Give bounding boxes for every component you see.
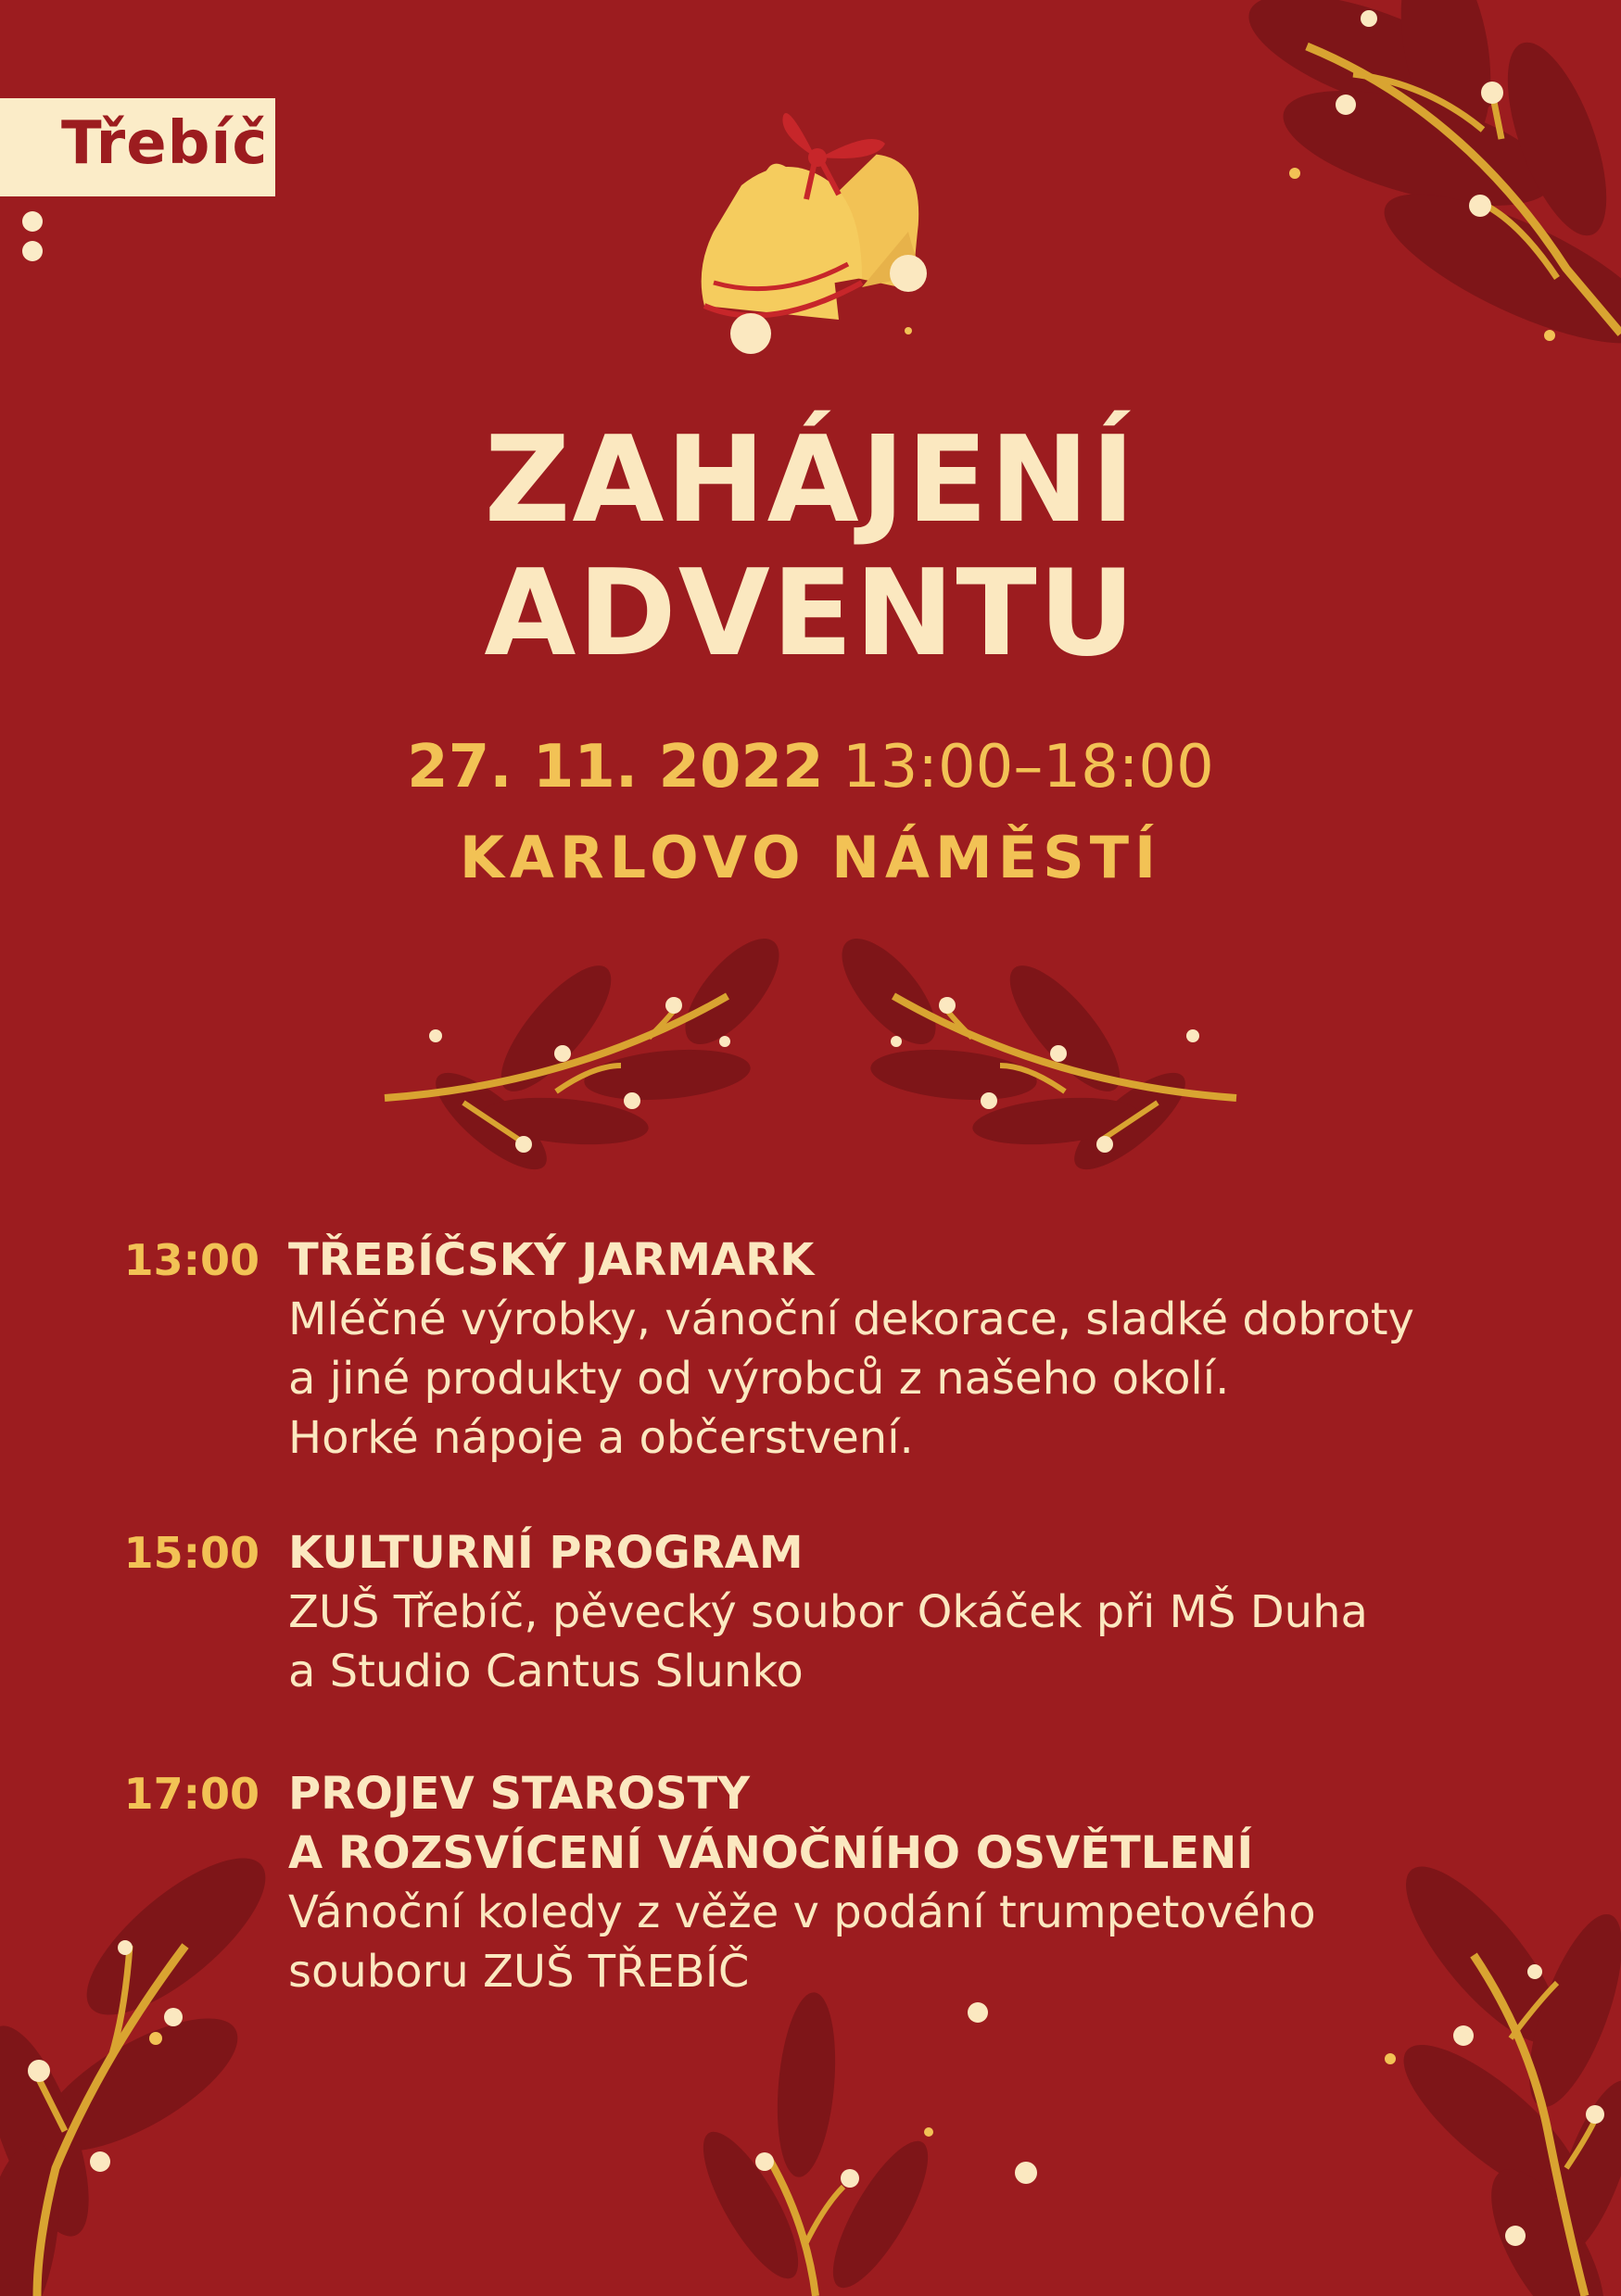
- program-desc-line: Vánoční koledy z věže v podání trumpetového: [288, 1886, 1316, 1938]
- logo-dot: [22, 141, 43, 161]
- title-line-1: ZAHÁJENÍ: [484, 411, 1137, 549]
- date-time-line: [0, 728, 1621, 806]
- event-time: 13:00–18:00: [842, 733, 1214, 801]
- program-heading: PROJEV STAROSTY: [288, 1768, 751, 1820]
- program-time: 15:00: [123, 1528, 260, 1578]
- bottom-left-branch-icon: [0, 1833, 288, 2296]
- program-heading: TŘEBÍČSKÝ JARMARK: [288, 1234, 815, 1286]
- program-time: 17:00: [123, 1769, 260, 1819]
- program-desc-line: a Studio Cantus Slunko: [288, 1646, 804, 1697]
- program-desc-line: ZUŠ Třebíč, pěvecký soubor Okáček při MŠ Duha: [288, 1586, 1368, 1638]
- program-content: [288, 1230, 1586, 1468]
- bottom-center-branch-icon: [687, 1990, 1037, 2296]
- program-heading: A ROZSVÍCENÍ VÁNOČNÍHO OSVĚTLENÍ: [288, 1827, 1254, 1879]
- bells-icon: [702, 113, 940, 354]
- event-date: 27. 11. 2022: [407, 733, 824, 801]
- program-content: [288, 1764, 1586, 2001]
- event-place: KARLOVO NÁMĚSTÍ: [459, 824, 1162, 891]
- program-time: 13:00: [123, 1235, 260, 1285]
- center-right-branch-icon: [826, 924, 1236, 1184]
- center-left-branch-icon: [385, 924, 795, 1184]
- program-desc-line: souboru ZUŠ TŘEBÍČ: [288, 1946, 750, 1998]
- program-desc-line: a jiné produkty od výrobců z našeho okolí.: [288, 1353, 1230, 1405]
- trebic-logo: [0, 98, 275, 196]
- title-line-2: ADVENTU: [484, 545, 1137, 683]
- program-desc-line: Mléčné výrobky, vánoční dekorace, sladké dobroty: [288, 1293, 1414, 1345]
- logo-dot: [22, 211, 43, 232]
- logo-dot: [22, 111, 43, 132]
- program-heading: KULTURNÍ PROGRAM: [288, 1527, 804, 1579]
- logo-dot: [22, 241, 43, 261]
- program-desc-line: Horké nápoje a občerstvení.: [288, 1412, 914, 1464]
- top-right-branch-icon: [1235, 0, 1621, 372]
- logo-dot: [22, 170, 43, 191]
- program-content: [288, 1523, 1586, 1701]
- logo-text: Třebíč: [61, 109, 269, 178]
